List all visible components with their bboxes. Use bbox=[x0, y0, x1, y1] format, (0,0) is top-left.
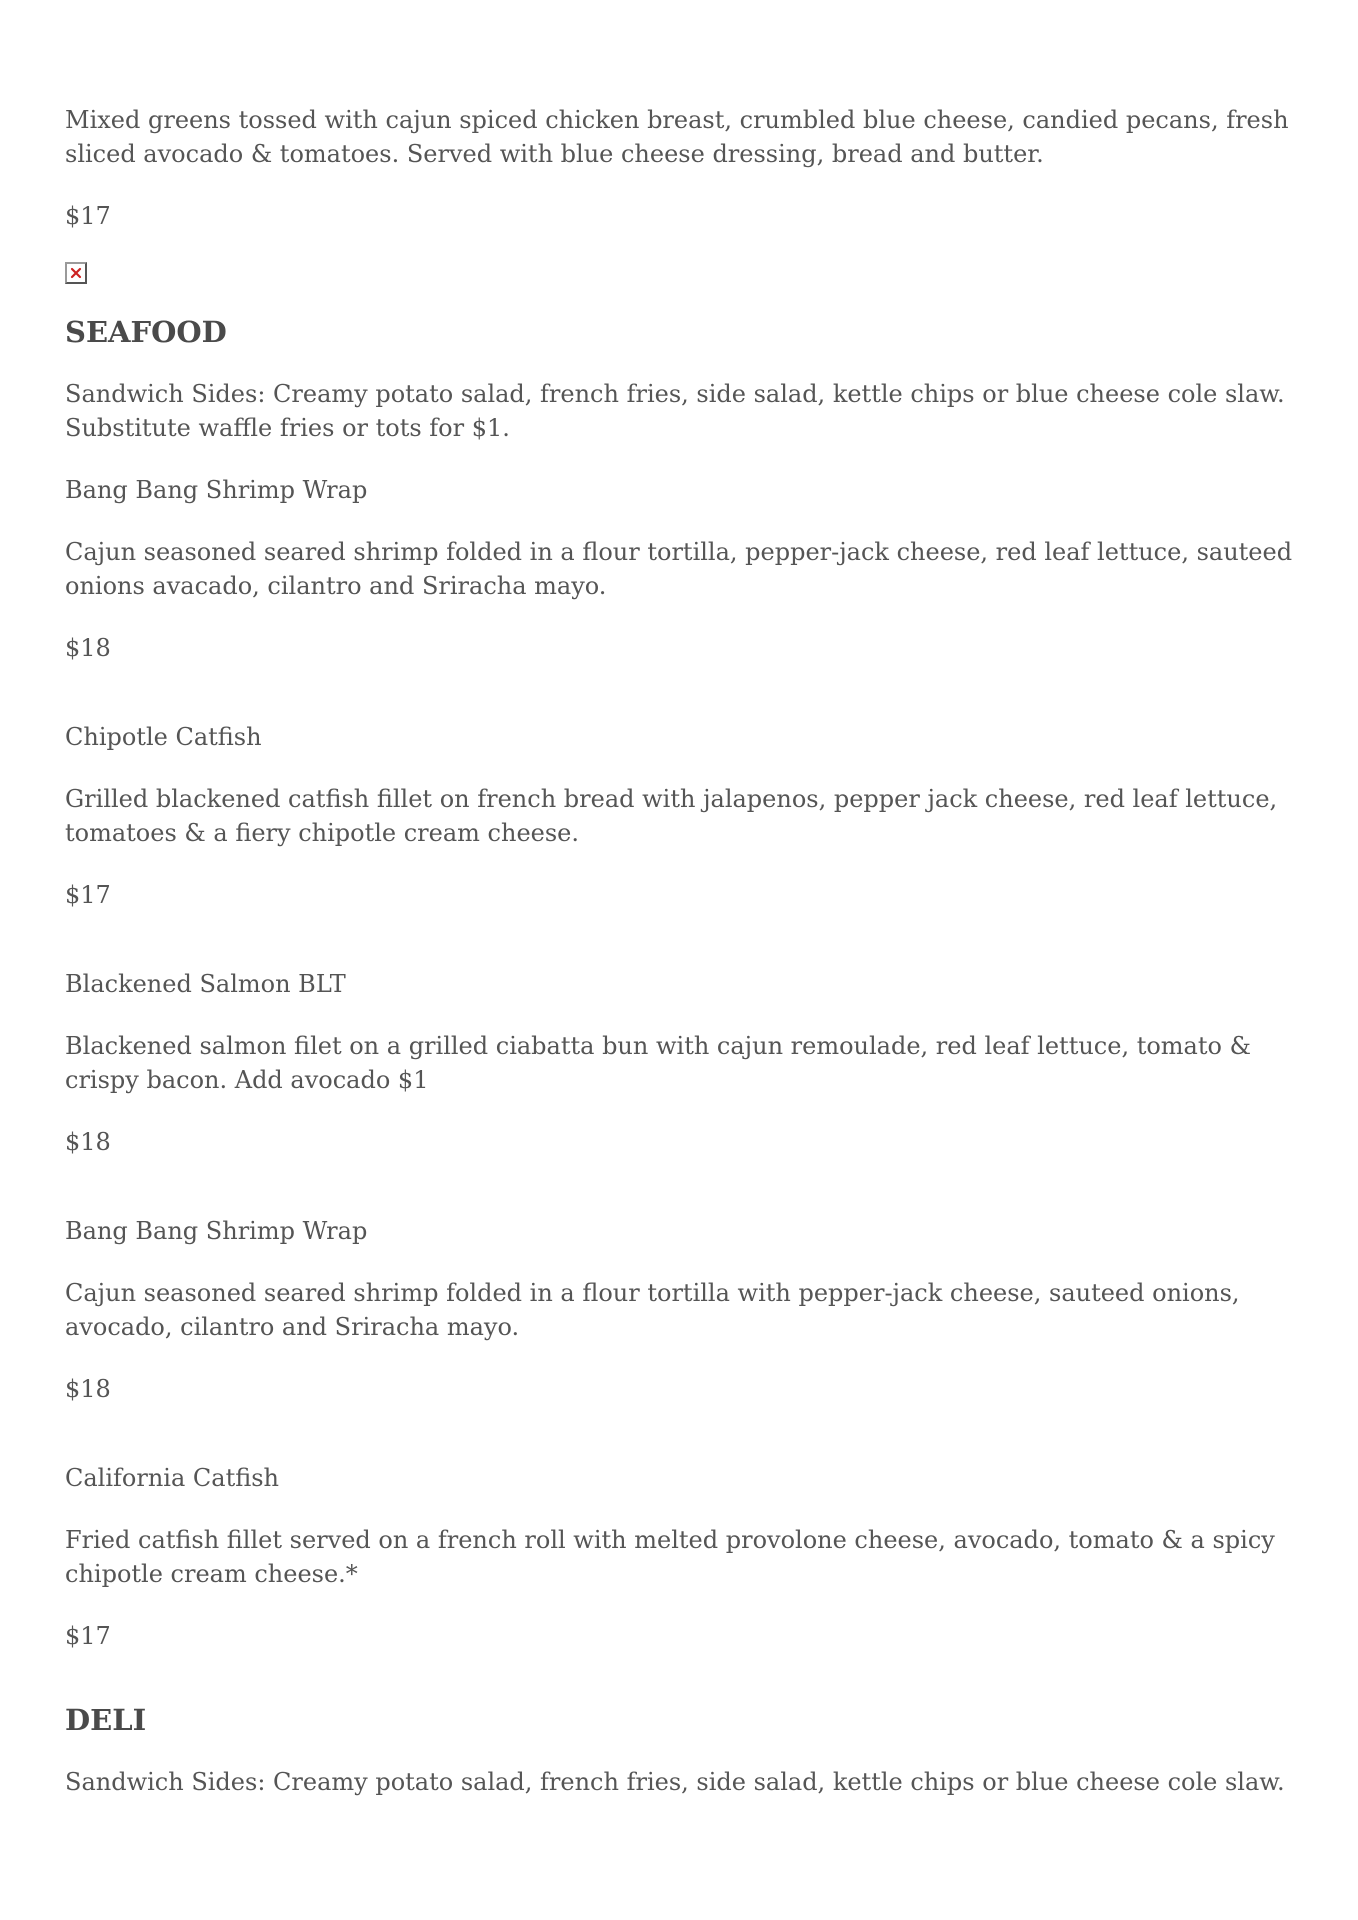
sides-note: Sandwich Sides: Creamy potato salad, french fries, side salad, kettle chips or blue cheese cole slaw. bbox=[65, 1768, 1285, 1796]
item-description: Grilled blackened catfish fillet on french bread with jalapenos, pepper jack cheese, red leaf lettuce, tomatoes & a fiery chipotle cream cheese. bbox=[65, 785, 1278, 847]
item-name: California Catfish bbox=[65, 1464, 279, 1492]
item-description: Fried catfish fillet served on a french roll with melted provolone cheese, avocado, tomato & a spicy chipotle cream cheese.* bbox=[65, 1526, 1275, 1588]
sides-note: Sandwich Sides: Creamy potato salad, french fries, side salad, kettle chips or blue cheese cole slaw. Substitute waffle fries or tots for $1. bbox=[65, 380, 1285, 442]
section-heading-seafood: SEAFOOD bbox=[65, 315, 227, 349]
item-description: Mixed greens tossed with cajun spiced chicken breast, crumbled blue cheese, candied pecans, fresh sliced avocado & tomatoes. Served with blue cheese dressing, bread and butter. bbox=[65, 106, 1289, 168]
item-price: $17 bbox=[65, 1622, 111, 1650]
section-heading-deli: DELI bbox=[65, 1703, 147, 1737]
item-name: Blackened Salmon BLT bbox=[65, 970, 346, 998]
item-description: Cajun seasoned seared shrimp folded in a flour tortilla with pepper-jack cheese, sauteed onions, avocado, cilantro and Sriracha mayo. bbox=[65, 1279, 1240, 1341]
item-name: Bang Bang Shrimp Wrap bbox=[65, 476, 368, 504]
item-name: Bang Bang Shrimp Wrap bbox=[65, 1217, 368, 1245]
broken-image-icon bbox=[65, 262, 87, 284]
item-description: Blackened salmon filet on a grilled ciabatta bun with cajun remoulade, red leaf lettuce, tomato & crispy bacon. Add avocado $1 bbox=[65, 1032, 1251, 1094]
item-description: Cajun seasoned seared shrimp folded in a flour tortilla, pepper-jack cheese, red leaf lettuce, sauteed onions avacado, cilantro and Sriracha mayo. bbox=[65, 538, 1293, 600]
item-price: $18 bbox=[65, 634, 111, 662]
item-price: $17 bbox=[65, 202, 111, 230]
item-price: $18 bbox=[65, 1375, 111, 1403]
item-name: Chipotle Catfish bbox=[65, 723, 262, 751]
item-price: $18 bbox=[65, 1128, 111, 1156]
item-price: $17 bbox=[65, 881, 111, 909]
